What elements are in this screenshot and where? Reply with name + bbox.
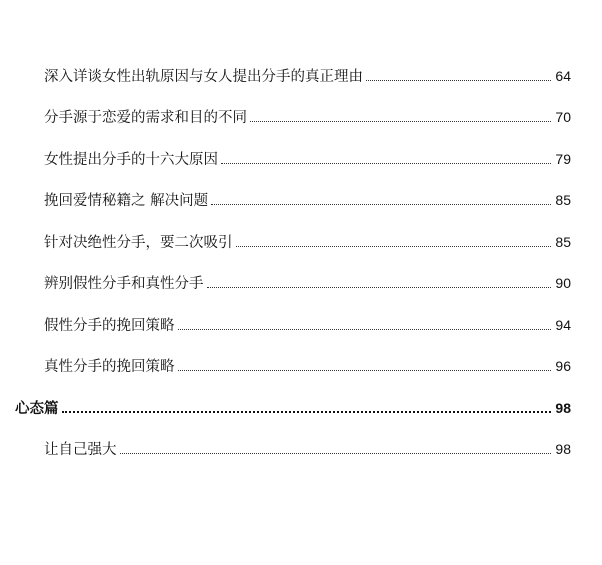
toc-entry-title: 分手源于恋爱的需求和目的不同 — [44, 110, 247, 126]
toc-entry[interactable] — [44, 189, 571, 211]
toc-entry-title: 真性分手的挽回策略 — [44, 359, 175, 375]
dot-leader — [236, 246, 552, 247]
toc-entry[interactable] — [44, 65, 571, 87]
toc-entry-title: 让自己强大 — [44, 442, 117, 458]
dot-leader — [221, 163, 551, 164]
toc-entry-page-number: 96 — [555, 358, 571, 374]
toc-entry[interactable] — [44, 106, 571, 128]
toc-entry-page-number: 70 — [555, 109, 571, 125]
toc-entry-title: 辨别假性分手和真性分手 — [44, 276, 204, 292]
toc-entry-page-number: 94 — [555, 317, 571, 333]
toc-entry-title: 女性提出分手的十六大原因 — [44, 152, 218, 168]
toc-entry-page-number: 64 — [555, 68, 571, 84]
dot-leader — [62, 411, 552, 413]
toc-entry-title: 挽回爱情秘籍之 解决问题 — [44, 193, 209, 209]
toc-entry-page-number: 85 — [555, 234, 571, 250]
dot-leader — [211, 204, 551, 205]
toc-entry-title: 深入详谈女性出轨原因与女人提出分手的真正理由 — [44, 69, 363, 85]
toc-entry[interactable] — [44, 438, 571, 460]
dot-leader — [366, 80, 551, 81]
dot-leader — [250, 121, 551, 122]
toc-entry-page-number: 79 — [555, 151, 571, 167]
toc-entry[interactable] — [44, 314, 571, 336]
toc-entry-title: 假性分手的挽回策略 — [44, 318, 175, 334]
toc-entry[interactable] — [44, 272, 571, 294]
dot-leader — [178, 329, 552, 330]
dot-leader — [120, 453, 552, 454]
toc-entry-page-number: 85 — [555, 192, 571, 208]
toc-entry[interactable] — [44, 355, 571, 377]
toc-section-title: 心态篇 — [15, 401, 59, 417]
toc-entry-page-number: 90 — [555, 275, 571, 291]
toc-entry-title: 针对决绝性分手，要二次吸引 — [44, 235, 233, 251]
toc-entry[interactable] — [44, 148, 571, 170]
toc-entry[interactable] — [44, 231, 571, 253]
dot-leader — [178, 370, 552, 371]
toc-entry-page-number: 98 — [555, 441, 571, 457]
toc-section-entry[interactable] — [15, 397, 571, 419]
toc-section-page-number: 98 — [555, 400, 571, 416]
dot-leader — [207, 287, 552, 288]
